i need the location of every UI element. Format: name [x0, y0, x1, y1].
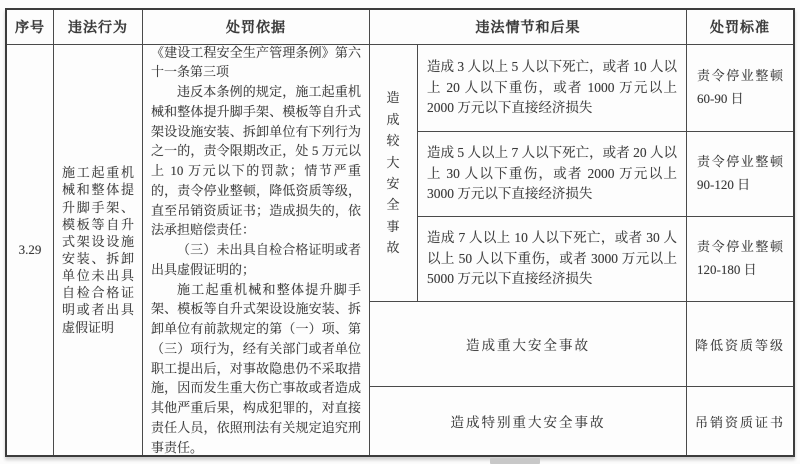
basis-paragraph-criminal: 施工起重机械和整体提升脚手架、模板等自升式架设设施安装、拆卸单位有前款规定的第（一）项、第（三）项行为，经有关部门或者单位职工提出后，对事故隐患仍不采取措施，因而发生重大伤亡事故或者造成其他严重后果，构成犯罪的，对直接责任人员，依照刑法有关规定追究刑事责任。	[151, 281, 361, 455]
standard-row2-text: 责令停业整顿 90-120 日	[697, 154, 783, 192]
regulation-penalty-table	[5, 8, 795, 457]
cell-standard-extreme: 吊销资质证书	[694, 414, 785, 430]
circumstance-row1-text: 造成 3 人以上 5 人以下死亡，或者 10 人以上 20 人以下重伤，或者 1000 万元以上 2000 万元以下直接经济损失	[427, 59, 677, 116]
basis-paragraph-clause: 违反本条例的规定，施工起重机械和整体提升脚手架、模板等自升式架设设施安装、拆卸单位有下列行为之一的，责令限期改正，处 5 万元以上 10 万元以下的罚款；情节严重的，责令停业整顿，降低资质等级，直至吊销资质证书；造成损失的，依法承担赔偿责任：	[151, 84, 361, 238]
cell-standard-major: 降低资质等级	[687, 302, 793, 387]
cell-circumstance-row1	[418, 45, 687, 132]
illegal-behavior-text: 施工起重机械和整体提升脚手架、模板等自升式架设设施安装、拆卸单位未出具自检合格证明或者出具虚假证明	[62, 165, 134, 335]
circumstance-row3-text: 造成 7 人以上 10 人以下死亡，或者 30 人以上 50 人以下重伤，或者 3000 万元以上 5000 万元以下直接经济损失	[427, 230, 677, 287]
header-cell-circumstance: 违法情节和后果	[370, 10, 687, 45]
basis-paragraph-item3: （三）未出具自检合格证明或者出具虚假证明的；	[151, 242, 361, 277]
cell-illegal-behavior	[54, 45, 143, 455]
standard-row1-text: 责令停业整顿 60-90 日	[697, 68, 783, 106]
cell-accident-group-label	[370, 45, 418, 302]
accident-group-label-text: 造成较大安全事故	[386, 90, 401, 256]
cell-standard-row3	[687, 217, 793, 302]
cell-circumstance-row2	[418, 132, 687, 217]
cell-standard-row2	[687, 132, 793, 217]
cell-circumstance-row3	[418, 217, 687, 302]
circumstance-row2-text: 造成 5 人以上 7 人以下死亡，或者 20 人以上 30 人以下重伤，或者 2000 万元以上 3000 万元以下直接经济损失	[427, 145, 677, 202]
page-edge-artifact	[490, 458, 540, 464]
header-cell-serial: 序号	[7, 10, 54, 45]
header-cell-behavior: 违法行为	[54, 10, 143, 45]
cell-circumstance-extreme: 造成特别重大安全事故	[370, 387, 687, 455]
header-cell-basis: 处罚依据	[143, 10, 370, 45]
cell-penalty-basis	[143, 45, 370, 455]
cell-circumstance-major: 造成重大安全事故	[370, 302, 687, 387]
header-cell-standard: 处罚标准	[687, 10, 793, 45]
basis-paragraph-title: 《建设工程安全生产管理条例》第六十一条第三项	[151, 44, 361, 80]
standard-row3-text: 责令停业整顿 120-180 日	[697, 239, 783, 277]
cell-serial-number: 3.29	[7, 45, 54, 455]
cell-standard-row1	[687, 45, 793, 132]
